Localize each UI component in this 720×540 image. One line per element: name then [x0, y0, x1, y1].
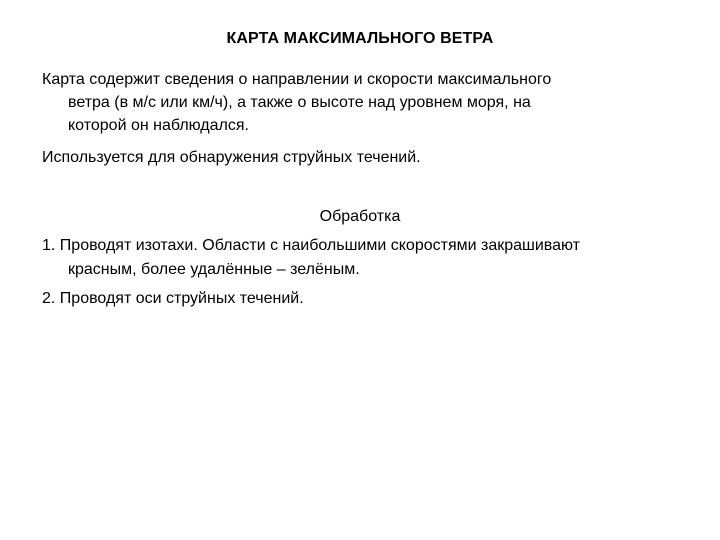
intro-line-3: которой он наблюдался. — [68, 117, 249, 134]
intro-line-1: Карта содержит сведения о направлении и скорости максимального — [42, 71, 552, 88]
slide-title: КАРТА МАКСИМАЛЬНОГО ВЕТРА — [226, 30, 494, 47]
list-item-1-line-1: 1. Проводят изотахи. Области с наибольшими скоростями закрашивают — [42, 237, 580, 254]
list-item-2: 2. Проводят оси струйных течений. — [42, 290, 304, 307]
list-item-1-line-2: красным, более удалённые – зелёным. — [68, 261, 360, 278]
usage-paragraph — [42, 146, 682, 169]
processing-heading: Обработка — [319, 208, 401, 225]
intro-line-2: ветра (в м/с или км/ч), а также о высоте над уровнем моря, на — [68, 94, 531, 111]
processing-list — [42, 234, 692, 311]
usage-text: Используется для обнаружения струйных течений. — [42, 149, 421, 166]
intro-paragraph — [42, 68, 682, 137]
